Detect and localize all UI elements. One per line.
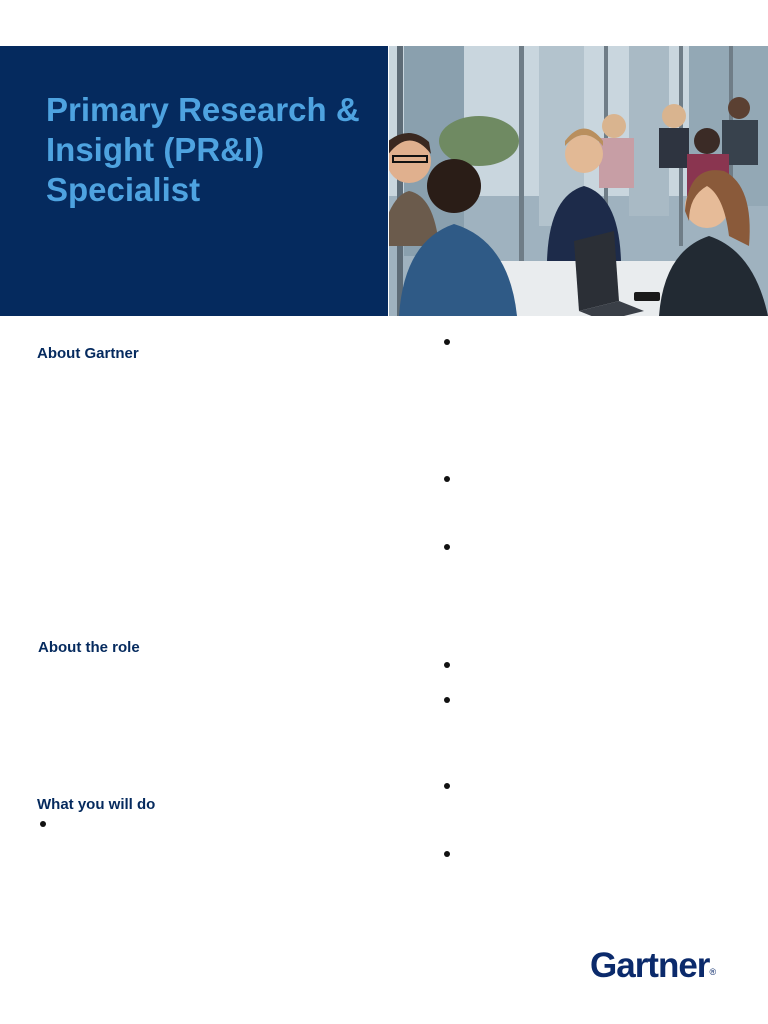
logo-text: Gartner bbox=[590, 946, 710, 985]
list-bullet bbox=[444, 783, 450, 789]
list-bullet bbox=[444, 476, 450, 482]
office-meeting-photo bbox=[389, 46, 768, 316]
list-bullet bbox=[444, 662, 450, 668]
about-role-heading: About the role bbox=[38, 639, 140, 656]
about-company-heading: About Gartner bbox=[37, 345, 139, 362]
title-panel bbox=[0, 46, 388, 316]
list-bullet bbox=[444, 339, 450, 345]
what-you-will-do-heading: What you will do bbox=[37, 796, 156, 813]
hero-banner bbox=[0, 46, 768, 316]
list-bullet bbox=[444, 544, 450, 550]
list-bullet bbox=[444, 851, 450, 857]
list-bullet bbox=[40, 821, 46, 827]
gartner-logo bbox=[590, 946, 716, 986]
list-bullet bbox=[444, 697, 450, 703]
page-title: Primary Research & Insight (PR&I) Specialist bbox=[46, 91, 360, 208]
registered-mark: ® bbox=[709, 967, 717, 977]
